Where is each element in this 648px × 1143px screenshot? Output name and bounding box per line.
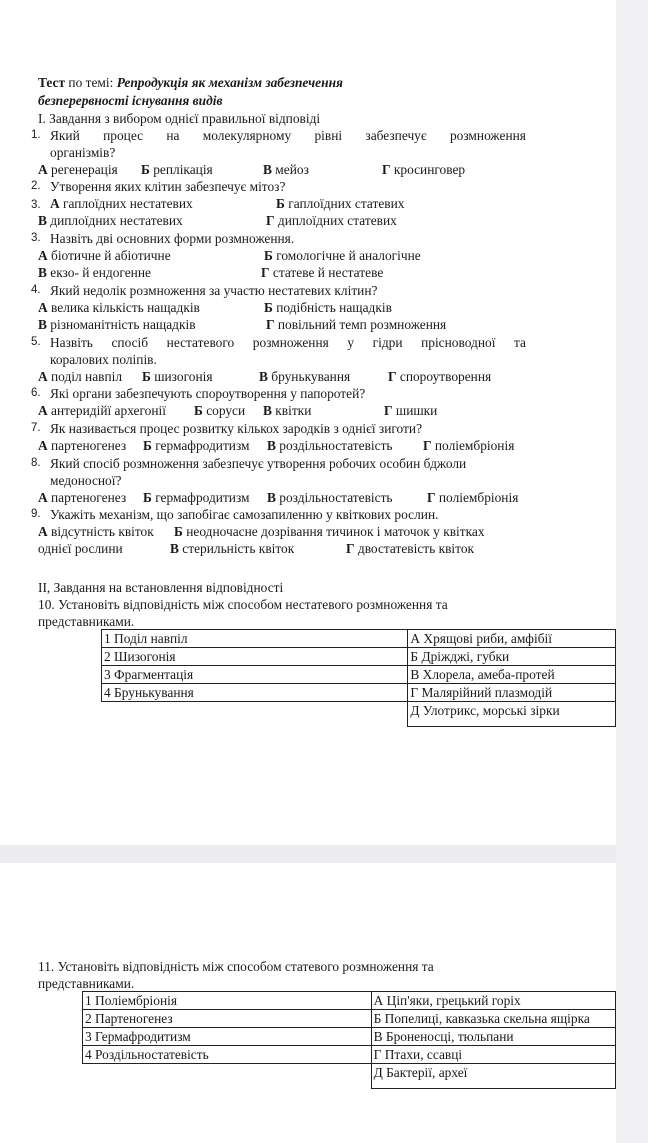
option-letter: Б	[194, 403, 203, 418]
table-row	[83, 1028, 616, 1046]
option-letter: В	[267, 490, 276, 505]
answer-option	[143, 437, 250, 454]
option-text: роздільностатевість	[275, 438, 393, 453]
word: процес	[103, 128, 144, 143]
answer-option-continuation: однієї рослини	[38, 541, 123, 556]
table-cell: Б Дріжджі, губки	[408, 648, 616, 666]
option-letter: Г	[261, 265, 270, 280]
option-letter: Б	[276, 196, 285, 211]
answer-option	[38, 161, 118, 178]
option-letter: Б	[143, 490, 152, 505]
word: гідри	[372, 335, 403, 350]
option-letter: Г	[382, 162, 391, 177]
question-number: 4.	[31, 284, 41, 296]
option-letter: Г	[266, 317, 275, 332]
option-letter: А	[38, 438, 48, 453]
option-letter: А	[50, 196, 60, 211]
question-number: 8.	[31, 457, 41, 469]
word: рівні	[314, 128, 343, 143]
table-cell: 4 Роздільностатевість	[83, 1046, 372, 1064]
answer-option	[38, 368, 122, 385]
table-cell: 3 Гермафродитизм	[83, 1028, 372, 1046]
answer-option	[259, 368, 350, 385]
answer-option	[38, 212, 183, 229]
option-text: велика кількість нащадків	[47, 300, 200, 315]
option-text: квітки	[271, 403, 312, 418]
answer-option	[346, 540, 474, 557]
table-cell: Д Улотрикс, морські зірки	[408, 702, 616, 727]
option-text: неодночасне дозрівання тичинок і маточок у квітках	[182, 524, 485, 539]
option-text: гермафродитизм	[151, 438, 250, 453]
matching-table-11	[82, 991, 616, 1089]
option-letter: Г	[427, 490, 436, 505]
word: розмноження	[449, 128, 526, 143]
answer-option	[38, 264, 151, 281]
option-text: соруси	[202, 403, 246, 418]
option-letter: Г	[384, 403, 393, 418]
answer-option	[143, 489, 250, 506]
table-cell: А Ціп'яки, грецький горіх	[371, 992, 615, 1010]
empty-cell	[102, 702, 408, 727]
table-row	[83, 1010, 616, 1028]
right-margin-strip	[616, 0, 648, 1143]
option-text: подібність нащадків	[272, 300, 392, 315]
question-number: 1.	[31, 129, 41, 141]
word: розмноження	[252, 335, 329, 350]
option-text: партеногенез	[47, 490, 127, 505]
option-letter: Б	[174, 524, 183, 539]
section-1-title: I. Завдання з вибором однієї правильної відповіді	[38, 111, 321, 126]
table-cell: Д Бактерії, археї	[371, 1064, 615, 1089]
option-text: гаплоїдних статевих	[284, 196, 405, 211]
option-text: антеридійї архегонії	[47, 403, 166, 418]
answer-option	[382, 161, 465, 178]
answer-option	[142, 368, 213, 385]
option-letter: А	[38, 248, 48, 263]
option-text: шизогонія	[150, 369, 213, 384]
answer-option	[423, 437, 514, 454]
option-text: статеве й нестатеве	[269, 265, 384, 280]
word: на	[166, 128, 180, 143]
question-1-text	[50, 127, 526, 144]
answer-option	[263, 161, 309, 178]
option-text: реплікація	[149, 162, 213, 177]
option-text: брунькування	[267, 369, 351, 384]
option-letter: В	[263, 403, 272, 418]
answer-option	[38, 299, 200, 316]
question-number: 5.	[31, 336, 41, 348]
table-cell: 1 Поділ навпіл	[102, 630, 408, 648]
answer-option	[276, 195, 404, 212]
option-letter: А	[38, 403, 48, 418]
answer-option	[38, 489, 126, 506]
option-text: стерильність квіток	[178, 541, 295, 556]
option-text: роздільностатевість	[275, 490, 393, 505]
table-cell: 2 Шизогонія	[102, 648, 408, 666]
question-11-text: 11. Установіть відповідність між способом статевого розмноження та	[38, 959, 434, 974]
table-row	[102, 702, 616, 727]
question-10-text: 10. Установіть відповідність між способом нестатевого розмноження та	[38, 597, 448, 612]
table-row	[83, 992, 616, 1010]
option-text: повільний темп розмноження	[274, 317, 447, 332]
option-text: мейоз	[271, 162, 309, 177]
option-letter: А	[38, 369, 48, 384]
test-label: Тест	[38, 75, 66, 90]
question-2-text: Утворення яких клітин забезпечує мітоз?	[50, 179, 286, 194]
option-text: відсутність квіток	[47, 524, 154, 539]
topic-label: по темі:	[65, 75, 117, 90]
option-letter: Б	[141, 162, 150, 177]
answer-option	[267, 437, 393, 454]
option-letter: В	[267, 438, 276, 453]
word: Який	[50, 128, 80, 143]
table-row	[102, 630, 616, 648]
question-7-text: Як називається процес розвитку кількох зародків з однієї зиготи?	[50, 421, 423, 436]
word: прісноводної	[421, 335, 496, 350]
word: спосіб	[111, 335, 149, 350]
matching-table-10	[101, 629, 616, 727]
option-text: шишки	[392, 403, 438, 418]
table-row	[102, 666, 616, 684]
word: та	[513, 335, 526, 350]
table-cell: 2 Партеногенез	[83, 1010, 372, 1028]
option-text: спороутворення	[396, 369, 492, 384]
answer-option	[50, 195, 193, 212]
option-letter: Б	[264, 248, 273, 263]
answer-option	[267, 489, 393, 506]
table-cell: В Хлорела, амеба-протей	[408, 666, 616, 684]
question-1-text-2: організмів?	[50, 145, 116, 160]
option-text: поділ навпіл	[47, 369, 123, 384]
table-row	[83, 1046, 616, 1064]
answer-option	[427, 489, 518, 506]
answer-option	[38, 523, 154, 540]
question-number: 6.	[31, 387, 41, 399]
option-text: гермафродитизм	[151, 490, 250, 505]
table-cell: 4 Брунькування	[102, 684, 408, 702]
question-8-text: Який спосіб розмноження забезпечує утворення робочих особин бджоли	[50, 456, 467, 471]
word: нестатевого	[166, 335, 235, 350]
test-title-1: Репродукція як механізм забезпечення	[116, 75, 343, 90]
table-cell: В Броненосці, тюльпани	[371, 1028, 615, 1046]
question-9-text: Укажіть механізм, що запобігає самозапиленню у квіткових рослин.	[50, 507, 439, 522]
word: у	[347, 335, 355, 350]
answer-option	[266, 316, 446, 333]
answer-option	[38, 437, 126, 454]
word: Назвіть	[50, 335, 93, 350]
table-cell: Г Птахи, ссавці	[371, 1046, 615, 1064]
question-number: 3.	[31, 232, 41, 244]
question-10-text-2: представниками.	[38, 614, 135, 629]
option-letter: В	[170, 541, 179, 556]
option-letter: Г	[423, 438, 432, 453]
answer-option	[384, 402, 437, 419]
answer-option	[263, 402, 311, 419]
option-letter: В	[38, 213, 47, 228]
question-3-text: Назвіть дві основних форми розмноження.	[50, 231, 295, 246]
option-letter: В	[263, 162, 272, 177]
option-letter: Б	[142, 369, 151, 384]
option-text: партеногенез	[47, 438, 127, 453]
table-row	[83, 1064, 616, 1089]
option-text: різноманітність нащадків	[46, 317, 196, 332]
option-letter: В	[38, 317, 47, 332]
question-number: 7.	[31, 422, 41, 434]
option-text: двостатевість квіток	[354, 541, 475, 556]
question-number: 9.	[31, 508, 41, 520]
table-cell: 1 Поліембріонія	[83, 992, 372, 1010]
option-letter: Б	[264, 300, 273, 315]
num-3-marker: 3.	[31, 199, 41, 211]
option-text: кросинговер	[390, 162, 466, 177]
answer-option	[261, 264, 383, 281]
question-6-text: Які органи забезпечують спороутворення у папоротей?	[50, 386, 366, 401]
answer-option	[38, 247, 171, 264]
page-gap	[0, 845, 616, 863]
option-text: регенерація	[47, 162, 118, 177]
test-header-line1	[38, 74, 343, 91]
answer-option	[141, 161, 213, 178]
question-4-text: Який недолік розмноження за участю нестатевих клітин?	[50, 283, 378, 298]
question-5-text	[50, 334, 526, 351]
word: молекулярному	[202, 128, 292, 143]
question-number: 2.	[31, 180, 41, 192]
empty-cell	[83, 1064, 372, 1089]
option-text: диплоїдних нестатевих	[46, 213, 183, 228]
word: забезпечує	[365, 128, 427, 143]
table-row	[102, 684, 616, 702]
answer-option	[170, 540, 294, 557]
answer-option	[38, 402, 166, 419]
option-letter: А	[38, 524, 48, 539]
option-text: поліембріонія	[435, 490, 519, 505]
answer-option	[264, 247, 421, 264]
option-text: екзо- й ендогенне	[46, 265, 151, 280]
option-letter: В	[38, 265, 47, 280]
table-cell: 3 Фрагментація	[102, 666, 408, 684]
option-letter: Б	[143, 438, 152, 453]
document-page-2	[0, 863, 616, 1143]
option-letter: Г	[346, 541, 355, 556]
option-letter: Г	[266, 213, 275, 228]
option-text: біотичне й абіотичне	[47, 248, 171, 263]
answer-option	[38, 316, 196, 333]
option-text: диплоїдних статевих	[274, 213, 397, 228]
option-text: гаплоїдних нестатевих	[59, 196, 193, 211]
option-letter: Г	[388, 369, 397, 384]
table-row	[102, 648, 616, 666]
question-5-text-2: коралових поліпів.	[50, 352, 157, 367]
option-text: поліембріонія	[431, 438, 515, 453]
answer-option	[264, 299, 392, 316]
table-cell: А Хрящові риби, амфібії	[408, 630, 616, 648]
test-title-2: безперервності існування видів	[38, 93, 223, 108]
option-letter: А	[38, 162, 48, 177]
answer-option	[174, 523, 485, 540]
option-letter: А	[38, 490, 48, 505]
answer-option	[266, 212, 397, 229]
table-cell: Б Попелиці, кавказька скельна ящірка	[371, 1010, 615, 1028]
option-letter: В	[259, 369, 268, 384]
option-text: гомологічне й аналогічне	[272, 248, 421, 263]
option-letter: А	[38, 300, 48, 315]
section-2-title: II, Завдання на встановлення відповідності	[38, 580, 284, 595]
question-11-text-2: представниками.	[38, 976, 135, 991]
answer-option	[388, 368, 491, 385]
question-8-text-2: медоносної?	[50, 473, 122, 488]
answer-option	[194, 402, 245, 419]
table-cell: Г Малярійний плазмодій	[408, 684, 616, 702]
